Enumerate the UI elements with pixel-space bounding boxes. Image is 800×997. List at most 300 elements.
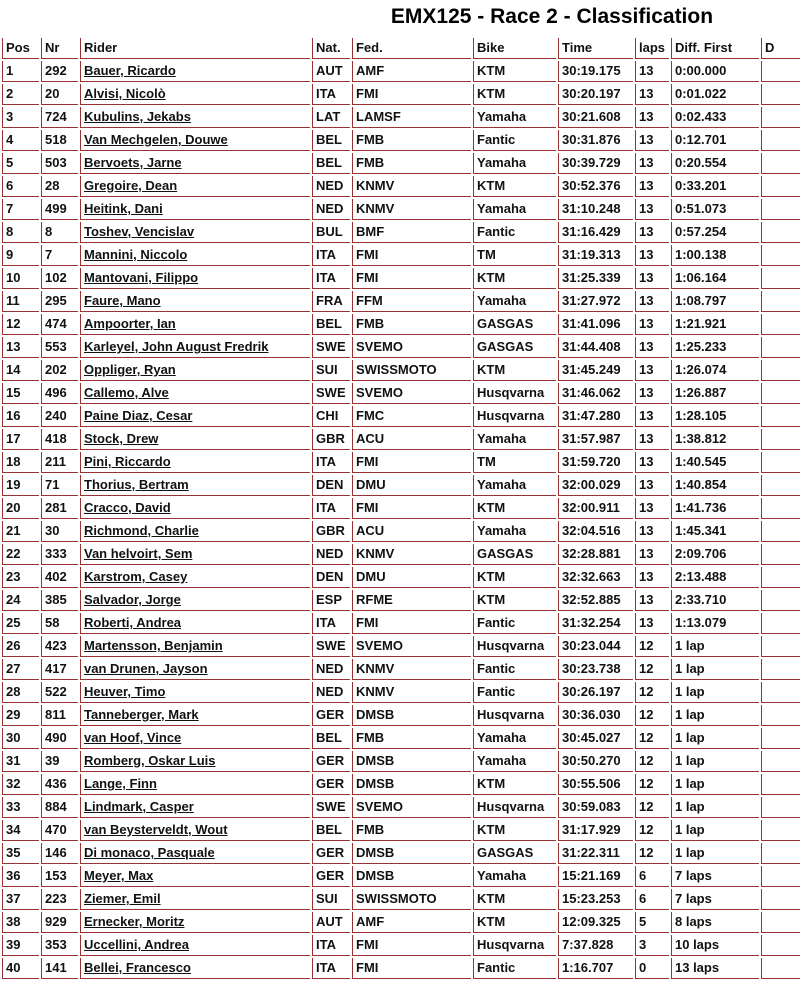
cell-nat: NED — [312, 544, 350, 565]
cell-bike: Yamaha — [473, 107, 556, 128]
table-row — [2, 176, 800, 197]
cell-fed: AMF — [352, 912, 471, 933]
cell-nr: 281 — [41, 498, 78, 519]
cell-laps: 13 — [635, 567, 669, 588]
cell-nr: 141 — [41, 958, 78, 979]
cell-fed: SWISSMOTO — [352, 360, 471, 381]
cell-pos: 28 — [2, 682, 39, 703]
table-row — [2, 613, 800, 634]
cell-time: 30:55.506 — [558, 774, 633, 795]
cell-nat: FRA — [312, 291, 350, 312]
cell-bike: KTM — [473, 498, 556, 519]
table-row — [2, 843, 800, 864]
rider-link[interactable]: Heuver, Timo — [84, 684, 166, 699]
cell-bike: KTM — [473, 176, 556, 197]
cell-nr: 402 — [41, 567, 78, 588]
table-body — [2, 61, 800, 979]
rider-link[interactable]: Bellei, Francesco — [84, 960, 191, 975]
cell-nr: 240 — [41, 406, 78, 427]
cell-fed: SVEMO — [352, 337, 471, 358]
cell-rider — [80, 153, 310, 174]
cell-pos: 3 — [2, 107, 39, 128]
cell-next-clipped — [761, 337, 800, 358]
cell-rider — [80, 245, 310, 266]
cell-laps: 12 — [635, 751, 669, 772]
cell-fed: FMI — [352, 245, 471, 266]
rider-link[interactable]: Callemo, Alve — [84, 385, 169, 400]
cell-rider — [80, 383, 310, 404]
cell-laps: 13 — [635, 245, 669, 266]
cell-diff-first: 1:45.341 — [671, 521, 759, 542]
table-row — [2, 866, 800, 887]
cell-next-clipped — [761, 659, 800, 680]
rider-link[interactable]: Di monaco, Pasquale — [84, 845, 215, 860]
cell-bike: KTM — [473, 567, 556, 588]
table-row — [2, 406, 800, 427]
cell-time: 30:50.270 — [558, 751, 633, 772]
cell-laps: 3 — [635, 935, 669, 956]
results-sheet — [0, 5, 800, 981]
rider-link[interactable]: Mantovani, Filippo — [84, 270, 199, 285]
cell-next-clipped — [761, 705, 800, 726]
table-row — [2, 360, 800, 381]
cell-laps: 6 — [635, 889, 669, 910]
rider-link[interactable]: Lange, Finn — [84, 776, 157, 791]
cell-time: 30:23.044 — [558, 636, 633, 657]
rider-link[interactable]: van Beysterveldt, Wout — [84, 822, 228, 837]
cell-next-clipped — [761, 475, 800, 496]
cell-nat: SUI — [312, 889, 350, 910]
rider-link[interactable]: Lindmark, Casper — [84, 799, 194, 814]
cell-bike: Yamaha — [473, 728, 556, 749]
cell-rider — [80, 797, 310, 818]
cell-fed: BMF — [352, 222, 471, 243]
cell-laps: 12 — [635, 797, 669, 818]
cell-time: 30:36.030 — [558, 705, 633, 726]
cell-diff-first: 0:01.022 — [671, 84, 759, 105]
cell-rider — [80, 452, 310, 473]
cell-nat: BEL — [312, 728, 350, 749]
column-header-bike: Bike — [473, 38, 556, 59]
cell-rider — [80, 498, 310, 519]
cell-time: 31:19.313 — [558, 245, 633, 266]
cell-fed: FMI — [352, 268, 471, 289]
rider-link[interactable]: Martensson, Benjamin — [84, 638, 223, 653]
cell-diff-first: 1:08.797 — [671, 291, 759, 312]
cell-bike: Fantic — [473, 130, 556, 151]
cell-nat: ITA — [312, 613, 350, 634]
cell-diff-first: 7 laps — [671, 866, 759, 887]
cell-time: 32:04.516 — [558, 521, 633, 542]
rider-link[interactable]: Cracco, David — [84, 500, 171, 515]
cell-time: 30:45.027 — [558, 728, 633, 749]
cell-nat: BEL — [312, 820, 350, 841]
cell-next-clipped — [761, 521, 800, 542]
cell-fed: FMI — [352, 84, 471, 105]
cell-pos: 34 — [2, 820, 39, 841]
cell-laps: 12 — [635, 774, 669, 795]
cell-pos: 20 — [2, 498, 39, 519]
cell-next-clipped — [761, 84, 800, 105]
cell-nat: GER — [312, 705, 350, 726]
cell-laps: 13 — [635, 429, 669, 450]
cell-nat: BUL — [312, 222, 350, 243]
cell-next-clipped — [761, 498, 800, 519]
cell-nr: 490 — [41, 728, 78, 749]
cell-rider — [80, 682, 310, 703]
rider-link[interactable]: van Hoof, Vince — [84, 730, 182, 745]
cell-bike: GASGAS — [473, 314, 556, 335]
table-row — [2, 61, 800, 82]
cell-time: 30:20.197 — [558, 84, 633, 105]
cell-bike: Husqvarna — [473, 406, 556, 427]
rider-link[interactable]: Richmond, Charlie — [84, 523, 199, 538]
cell-next-clipped — [761, 314, 800, 335]
cell-nr: 518 — [41, 130, 78, 151]
cell-rider — [80, 176, 310, 197]
cell-diff-first: 1 lap — [671, 636, 759, 657]
cell-nat: AUT — [312, 912, 350, 933]
cell-laps: 13 — [635, 521, 669, 542]
cell-diff-first: 1:40.854 — [671, 475, 759, 496]
cell-diff-first: 1 lap — [671, 751, 759, 772]
cell-bike: KTM — [473, 912, 556, 933]
rider-link[interactable]: Bervoets, Jarne — [84, 155, 182, 170]
cell-nat: ITA — [312, 452, 350, 473]
cell-bike: GASGAS — [473, 544, 556, 565]
cell-diff-first: 1:41.736 — [671, 498, 759, 519]
rider-link[interactable]: Karstrom, Casey — [84, 569, 188, 584]
cell-time: 31:45.249 — [558, 360, 633, 381]
cell-diff-first: 1:26.887 — [671, 383, 759, 404]
cell-rider — [80, 84, 310, 105]
cell-next-clipped — [761, 866, 800, 887]
cell-diff-first: 1:06.164 — [671, 268, 759, 289]
cell-rider — [80, 544, 310, 565]
cell-nr: 223 — [41, 889, 78, 910]
cell-next-clipped — [761, 682, 800, 703]
cell-next-clipped — [761, 613, 800, 634]
cell-rider — [80, 912, 310, 933]
cell-rider — [80, 866, 310, 887]
rider-link[interactable]: van Drunen, Jayson — [84, 661, 208, 676]
cell-diff-first: 0:02.433 — [671, 107, 759, 128]
rider-link[interactable]: Romberg, Oskar Luis — [84, 753, 216, 768]
rider-link[interactable]: Pini, Riccardo — [84, 454, 171, 469]
column-header-time: Time — [558, 38, 633, 59]
cell-laps: 5 — [635, 912, 669, 933]
cell-fed: SVEMO — [352, 383, 471, 404]
cell-laps: 13 — [635, 590, 669, 611]
cell-pos: 21 — [2, 521, 39, 542]
rider-link[interactable]: Roberti, Andrea — [84, 615, 182, 630]
cell-nr: 418 — [41, 429, 78, 450]
cell-next-clipped — [761, 245, 800, 266]
cell-rider — [80, 107, 310, 128]
cell-next-clipped — [761, 153, 800, 174]
cell-nat: GER — [312, 866, 350, 887]
cell-rider — [80, 843, 310, 864]
rider-link[interactable]: Oppliger, Ryan — [84, 362, 176, 377]
cell-diff-first: 10 laps — [671, 935, 759, 956]
cell-laps: 13 — [635, 176, 669, 197]
cell-bike: TM — [473, 452, 556, 473]
rider-link[interactable]: Bauer, Ricardo — [84, 63, 176, 78]
table-row — [2, 636, 800, 657]
cell-time: 31:41.096 — [558, 314, 633, 335]
cell-pos: 35 — [2, 843, 39, 864]
cell-diff-first: 0:33.201 — [671, 176, 759, 197]
rider-link[interactable]: Van helvoirt, Sem — [84, 546, 193, 561]
cell-bike: Yamaha — [473, 751, 556, 772]
rider-link[interactable]: Salvador, Jorge — [84, 592, 181, 607]
cell-time: 30:39.729 — [558, 153, 633, 174]
cell-bike: Husqvarna — [473, 797, 556, 818]
rider-link[interactable]: Heitink, Dani — [84, 201, 163, 216]
cell-time: 31:27.972 — [558, 291, 633, 312]
column-header-laps: laps — [635, 38, 669, 59]
cell-diff-first: 1 lap — [671, 774, 759, 795]
cell-diff-first: 2:09.706 — [671, 544, 759, 565]
cell-laps: 13 — [635, 153, 669, 174]
cell-diff-first: 0:51.073 — [671, 199, 759, 220]
cell-rider — [80, 130, 310, 151]
cell-diff-first: 1:38.812 — [671, 429, 759, 450]
table-row — [2, 567, 800, 588]
rider-link[interactable]: Meyer, Max — [84, 868, 154, 883]
table-row — [2, 245, 800, 266]
cell-fed: FMB — [352, 820, 471, 841]
cell-laps: 13 — [635, 498, 669, 519]
cell-nr: 30 — [41, 521, 78, 542]
table-row — [2, 705, 800, 726]
rider-link[interactable]: Ziemer, Emil — [84, 891, 161, 906]
cell-pos: 16 — [2, 406, 39, 427]
page-title: EMX125 - Race 2 - Classification — [390, 5, 714, 28]
cell-time: 15:23.253 — [558, 889, 633, 910]
cell-time: 31:46.062 — [558, 383, 633, 404]
cell-diff-first: 7 laps — [671, 889, 759, 910]
cell-fed: KNMV — [352, 199, 471, 220]
cell-diff-first: 1:00.138 — [671, 245, 759, 266]
cell-laps: 13 — [635, 360, 669, 381]
cell-laps: 12 — [635, 728, 669, 749]
cell-bike: Yamaha — [473, 866, 556, 887]
table-row — [2, 291, 800, 312]
cell-rider — [80, 314, 310, 335]
cell-pos: 31 — [2, 751, 39, 772]
cell-laps: 12 — [635, 705, 669, 726]
cell-next-clipped — [761, 544, 800, 565]
cell-nr: 811 — [41, 705, 78, 726]
cell-nat: CHI — [312, 406, 350, 427]
cell-rider — [80, 636, 310, 657]
rider-link[interactable]: Karleyel, John August Fredrik — [84, 339, 269, 354]
cell-nr: 929 — [41, 912, 78, 933]
cell-rider — [80, 61, 310, 82]
cell-laps: 13 — [635, 199, 669, 220]
cell-bike: Yamaha — [473, 475, 556, 496]
cell-next-clipped — [761, 751, 800, 772]
cell-nat: DEN — [312, 475, 350, 496]
cell-laps: 13 — [635, 452, 669, 473]
cell-pos: 23 — [2, 567, 39, 588]
cell-time: 32:52.885 — [558, 590, 633, 611]
cell-diff-first: 1 lap — [671, 682, 759, 703]
cell-nr: 417 — [41, 659, 78, 680]
table-row — [2, 268, 800, 289]
cell-diff-first: 1 lap — [671, 843, 759, 864]
cell-diff-first: 0:20.554 — [671, 153, 759, 174]
table-row — [2, 521, 800, 542]
rider-link[interactable]: Mannini, Niccolo — [84, 247, 188, 262]
rider-link[interactable]: Alvisi, Nicolò — [84, 86, 166, 101]
rider-link[interactable]: Van Mechgelen, Douwe — [84, 132, 228, 147]
cell-pos: 38 — [2, 912, 39, 933]
cell-nat: SWE — [312, 636, 350, 657]
rider-link[interactable]: Kubulins, Jekabs — [84, 109, 191, 124]
cell-diff-first: 1 lap — [671, 797, 759, 818]
cell-pos: 30 — [2, 728, 39, 749]
column-header-diff-first: Diff. First — [671, 38, 759, 59]
cell-diff-first: 13 laps — [671, 958, 759, 979]
cell-nr: 436 — [41, 774, 78, 795]
cell-laps: 0 — [635, 958, 669, 979]
cell-diff-first: 1:13.079 — [671, 613, 759, 634]
cell-pos: 33 — [2, 797, 39, 818]
cell-nr: 499 — [41, 199, 78, 220]
cell-fed: DMSB — [352, 751, 471, 772]
cell-bike: Husqvarna — [473, 705, 556, 726]
cell-time: 7:37.828 — [558, 935, 633, 956]
cell-time: 31:47.280 — [558, 406, 633, 427]
cell-next-clipped — [761, 728, 800, 749]
cell-nr: 20 — [41, 84, 78, 105]
cell-nat: GER — [312, 751, 350, 772]
cell-nat: BEL — [312, 130, 350, 151]
cell-pos: 6 — [2, 176, 39, 197]
cell-bike: Fantic — [473, 958, 556, 979]
table-row — [2, 199, 800, 220]
table-row — [2, 590, 800, 611]
cell-fed: DMU — [352, 475, 471, 496]
cell-bike: Fantic — [473, 659, 556, 680]
cell-laps: 13 — [635, 107, 669, 128]
cell-nr: 295 — [41, 291, 78, 312]
cell-fed: AMF — [352, 61, 471, 82]
rider-link[interactable]: Ampoorter, Ian — [84, 316, 176, 331]
cell-laps: 12 — [635, 659, 669, 680]
cell-fed: DMU — [352, 567, 471, 588]
cell-laps: 12 — [635, 682, 669, 703]
cell-rider — [80, 751, 310, 772]
cell-next-clipped — [761, 590, 800, 611]
cell-time: 32:00.029 — [558, 475, 633, 496]
table-row — [2, 774, 800, 795]
cell-rider — [80, 590, 310, 611]
cell-pos: 29 — [2, 705, 39, 726]
cell-next-clipped — [761, 889, 800, 910]
cell-next-clipped — [761, 199, 800, 220]
cell-next-clipped — [761, 774, 800, 795]
cell-fed: SVEMO — [352, 636, 471, 657]
cell-diff-first: 0:00.000 — [671, 61, 759, 82]
cell-fed: KNMV — [352, 544, 471, 565]
cell-laps: 13 — [635, 222, 669, 243]
cell-laps: 12 — [635, 636, 669, 657]
rider-link[interactable]: Ernecker, Moritz — [84, 914, 185, 929]
cell-pos: 37 — [2, 889, 39, 910]
cell-rider — [80, 222, 310, 243]
cell-fed: SWISSMOTO — [352, 889, 471, 910]
cell-rider — [80, 659, 310, 680]
cell-nr: 724 — [41, 107, 78, 128]
cell-time: 32:28.881 — [558, 544, 633, 565]
cell-bike: KTM — [473, 84, 556, 105]
table-row — [2, 728, 800, 749]
cell-nat: SWE — [312, 797, 350, 818]
cell-fed: ACU — [352, 521, 471, 542]
cell-rider — [80, 291, 310, 312]
cell-fed: DMSB — [352, 705, 471, 726]
cell-diff-first: 1 lap — [671, 705, 759, 726]
cell-pos: 8 — [2, 222, 39, 243]
cell-laps: 13 — [635, 130, 669, 151]
column-header-fed: Fed. — [352, 38, 471, 59]
rider-link[interactable]: Toshev, Vencislav — [84, 224, 195, 239]
cell-rider — [80, 774, 310, 795]
rider-link[interactable]: Stock, Drew — [84, 431, 159, 446]
rider-link[interactable]: Thorius, Bertram — [84, 477, 189, 492]
cell-next-clipped — [761, 452, 800, 473]
cell-time: 30:19.175 — [558, 61, 633, 82]
cell-pos: 15 — [2, 383, 39, 404]
table-row — [2, 935, 800, 956]
cell-diff-first: 1:40.545 — [671, 452, 759, 473]
rider-link[interactable]: Faure, Mano — [84, 293, 161, 308]
cell-nat: ITA — [312, 958, 350, 979]
table-row — [2, 659, 800, 680]
cell-nat: LAT — [312, 107, 350, 128]
cell-laps: 13 — [635, 268, 669, 289]
cell-nat: NED — [312, 176, 350, 197]
cell-bike: Yamaha — [473, 199, 556, 220]
cell-nr: 522 — [41, 682, 78, 703]
cell-bike: Husqvarna — [473, 636, 556, 657]
header-row — [2, 38, 800, 59]
rider-link[interactable]: Uccellini, Andrea — [84, 937, 189, 952]
table-row — [2, 797, 800, 818]
cell-laps: 13 — [635, 61, 669, 82]
column-header-nr: Nr — [41, 38, 78, 59]
cell-next-clipped — [761, 130, 800, 151]
rider-link[interactable]: Gregoire, Dean — [84, 178, 178, 193]
column-header-next-clipped: D — [761, 38, 800, 59]
cell-pos: 1 — [2, 61, 39, 82]
cell-nat: GBR — [312, 521, 350, 542]
cell-nr: 58 — [41, 613, 78, 634]
rider-link[interactable]: Tanneberger, Mark — [84, 707, 199, 722]
cell-pos: 7 — [2, 199, 39, 220]
cell-next-clipped — [761, 176, 800, 197]
rider-link[interactable]: Paine Diaz, Cesar — [84, 408, 193, 423]
cell-time: 31:44.408 — [558, 337, 633, 358]
cell-time: 31:59.720 — [558, 452, 633, 473]
cell-diff-first: 1 lap — [671, 728, 759, 749]
cell-fed: DMSB — [352, 866, 471, 887]
cell-pos: 24 — [2, 590, 39, 611]
cell-nr: 470 — [41, 820, 78, 841]
